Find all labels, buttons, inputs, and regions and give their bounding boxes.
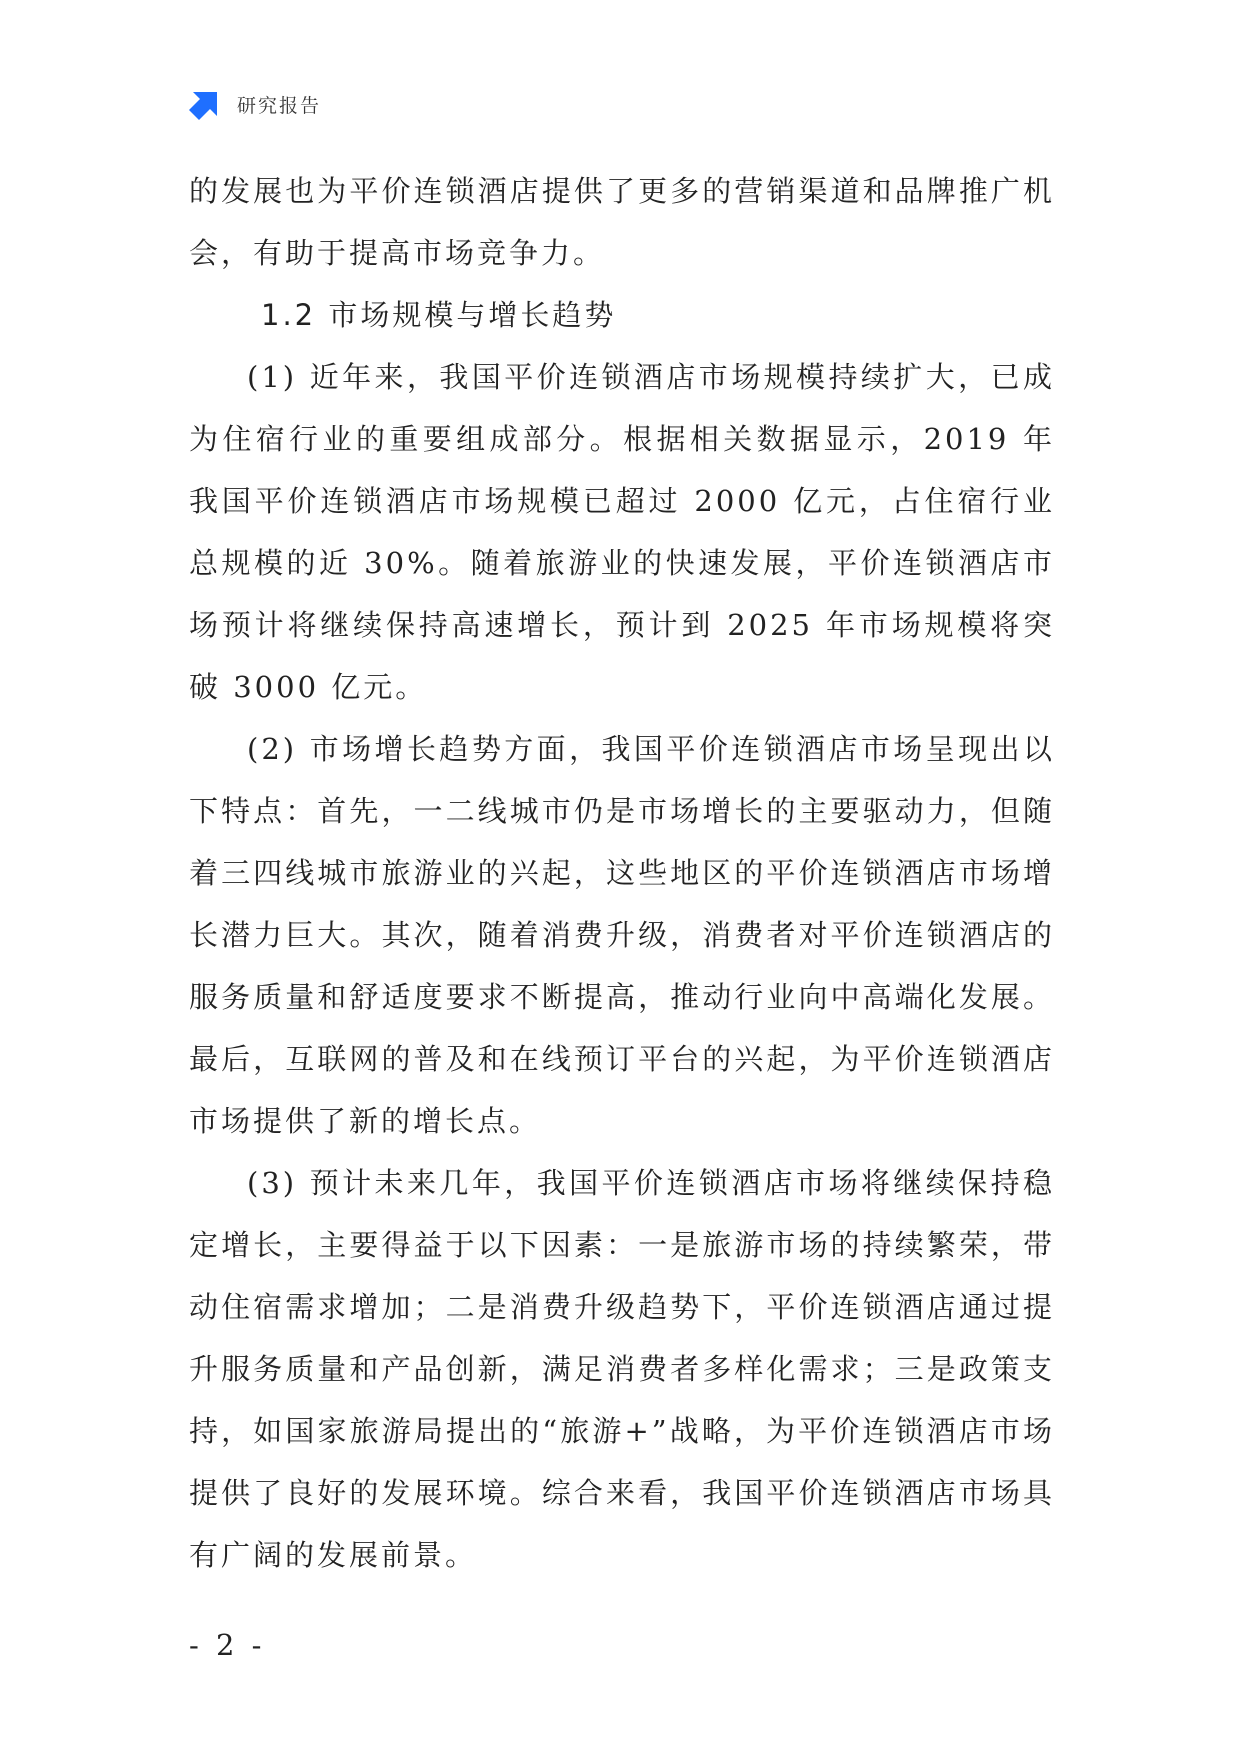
- section-heading: 1.2 市场规模与增长趋势: [261, 298, 617, 332]
- document-body: [189, 160, 1055, 1586]
- report-header-title: 研究报告: [237, 94, 322, 117]
- page-number: - 2 -: [189, 1628, 266, 1662]
- paragraph-1: (1) 近年来，我国平价连锁酒店市场规模持续扩大，已成为住宿行业的重要组成部分。根据相关数据显示，2019 年我国平价连锁酒店市场规模已超过 2000 亿元，占住宿行业总规模的近 30%。随着旅游业的快速发展，平价连锁酒店市场预计将继续保持高速增长，预计到 2025 年市场规模将突破 3000 亿元。: [189, 360, 1055, 704]
- paragraph-3: (3) 预计未来几年，我国平价连锁酒店市场将继续保持稳定增长，主要得益于以下因素：一是旅游市场的持续繁荣，带动住宿需求增加；二是消费升级趋势下，平价连锁酒店通过提升服务质量和产品创新，满足消费者多样化需求；三是政策支持，如国家旅游局提出的“旅游+”战略，为平价连锁酒店市场提供了良好的发展环境。综合来看，我国平价连锁酒店市场具有广阔的发展前景。: [189, 1166, 1055, 1572]
- paragraph-intro: 的发展也为平价连锁酒店提供了更多的营销渠道和品牌推广机会，有助于提高市场竞争力。: [189, 174, 1055, 270]
- page-header: [189, 88, 321, 120]
- arrow-up-right-icon: [189, 88, 221, 120]
- paragraph-2: (2) 市场增长趋势方面，我国平价连锁酒店市场呈现出以下特点：首先，一二线城市仍是市场增长的主要驱动力，但随着三四线城市旅游业的兴起，这些地区的平价连锁酒店市场增长潜力巨大。其次，随着消费升级，消费者对平价连锁酒店的服务质量和舒适度要求不断提高，推动行业向中高端化发展。最后，互联网的普及和在线预订平台的兴起，为平价连锁酒店市场提供了新的增长点。: [189, 732, 1055, 1138]
